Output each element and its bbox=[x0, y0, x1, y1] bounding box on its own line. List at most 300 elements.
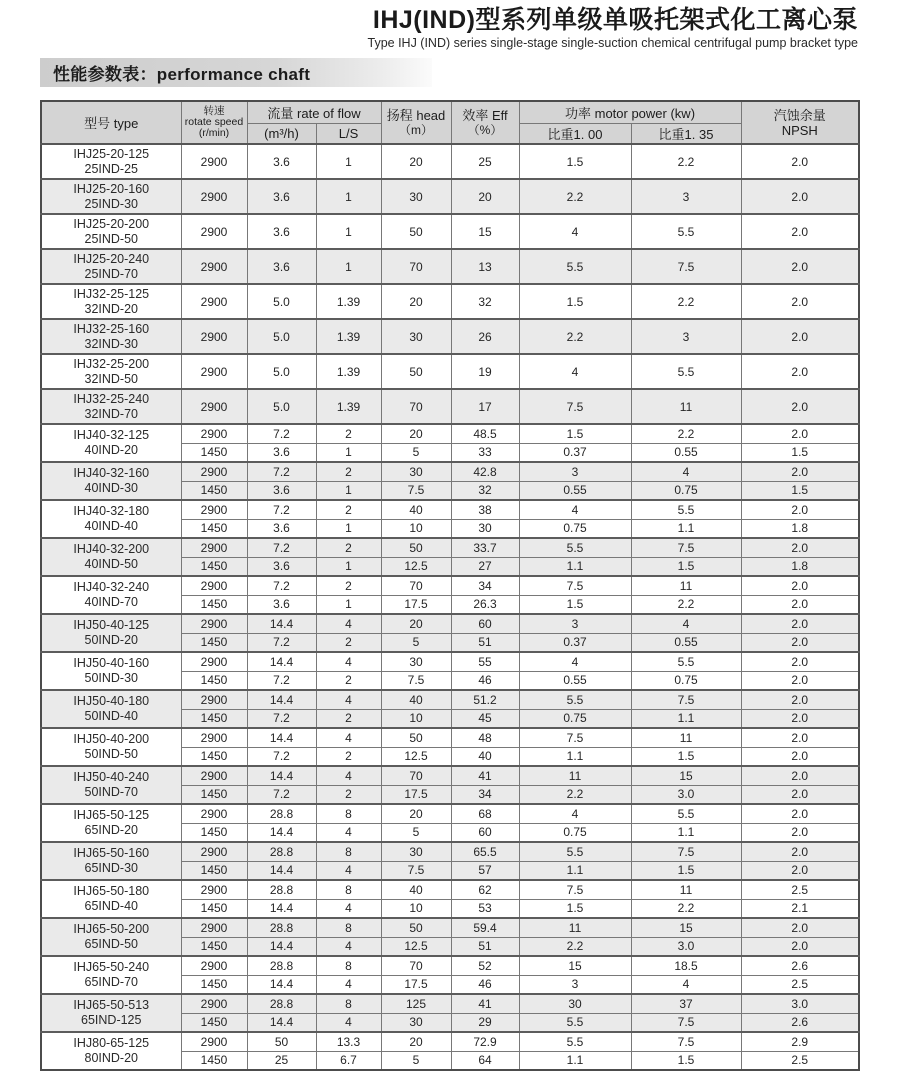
cell-model-type bbox=[41, 728, 181, 766]
cell-power-sg135: 0.55 bbox=[631, 443, 741, 462]
cell-npsh: 2.5 bbox=[741, 880, 859, 899]
cell-speed: 2900 bbox=[181, 284, 247, 319]
model-group bbox=[41, 538, 859, 576]
cell-npsh: 1.5 bbox=[741, 481, 859, 500]
cell-flow-m3h: 14.4 bbox=[247, 899, 316, 918]
cell-power-sg100: 0.37 bbox=[519, 443, 631, 462]
cell-model-type bbox=[41, 994, 181, 1032]
cell-flow-ls: 1.39 bbox=[316, 284, 381, 319]
cell-flow-m3h: 7.2 bbox=[247, 633, 316, 652]
model-code: 32IND-70 bbox=[84, 406, 138, 421]
model-code: 32IND-30 bbox=[84, 336, 138, 351]
cell-speed: 2900 bbox=[181, 424, 247, 443]
table-row bbox=[41, 462, 859, 481]
cell-flow-m3h: 14.4 bbox=[247, 614, 316, 633]
header-eff-label: 效率 Eff bbox=[462, 108, 508, 123]
cell-flow-m3h: 25 bbox=[247, 1051, 316, 1070]
model-code: 65IND-125 bbox=[81, 1013, 142, 1027]
header-speed-en: rotate speed bbox=[184, 116, 244, 128]
cell-flow-ls: 4 bbox=[316, 614, 381, 633]
model-code: IHJ32-25-200 bbox=[73, 356, 150, 371]
cell-speed: 2900 bbox=[181, 144, 247, 179]
cell-model-type bbox=[41, 1032, 181, 1070]
cell-power-sg100: 2.2 bbox=[519, 179, 631, 214]
cell-head: 50 bbox=[381, 728, 451, 747]
model-code: IHJ65-50-180 bbox=[73, 884, 150, 898]
cell-eff: 62 bbox=[451, 880, 519, 899]
cell-speed: 1450 bbox=[181, 937, 247, 956]
model-code: IHJ65-50-125 bbox=[73, 808, 150, 822]
model-group bbox=[41, 389, 859, 424]
cell-head: 30 bbox=[381, 319, 451, 354]
cell-flow-ls: 4 bbox=[316, 690, 381, 709]
cell-speed: 2900 bbox=[181, 462, 247, 481]
cell-power-sg100: 1.1 bbox=[519, 861, 631, 880]
cell-eff: 20 bbox=[451, 179, 519, 214]
cell-power-sg135: 11 bbox=[631, 728, 741, 747]
cell-speed: 1450 bbox=[181, 671, 247, 690]
model-code: 40IND-50 bbox=[84, 557, 138, 571]
cell-power-sg100: 4 bbox=[519, 354, 631, 389]
cell-speed: 1450 bbox=[181, 785, 247, 804]
cell-npsh: 2.1 bbox=[741, 899, 859, 918]
model-group bbox=[41, 214, 859, 249]
cell-power-sg100: 4 bbox=[519, 804, 631, 823]
cell-flow-ls: 4 bbox=[316, 728, 381, 747]
cell-flow-ls: 1 bbox=[316, 595, 381, 614]
cell-power-sg135: 3 bbox=[631, 179, 741, 214]
cell-npsh: 2.0 bbox=[741, 614, 859, 633]
table-row bbox=[41, 918, 859, 937]
model-group bbox=[41, 994, 859, 1032]
cell-flow-ls: 2 bbox=[316, 785, 381, 804]
cell-head: 70 bbox=[381, 389, 451, 424]
cell-flow-m3h: 28.8 bbox=[247, 842, 316, 861]
cell-head: 30 bbox=[381, 179, 451, 214]
cell-npsh: 2.0 bbox=[741, 728, 859, 747]
cell-flow-ls: 8 bbox=[316, 956, 381, 975]
cell-power-sg135: 1.5 bbox=[631, 747, 741, 766]
cell-head: 40 bbox=[381, 500, 451, 519]
cell-flow-ls: 1.39 bbox=[316, 319, 381, 354]
cell-flow-ls: 1 bbox=[316, 557, 381, 576]
model-code: 80IND-20 bbox=[84, 1051, 138, 1065]
cell-npsh: 2.0 bbox=[741, 918, 859, 937]
cell-power-sg100: 7.5 bbox=[519, 576, 631, 595]
cell-power-sg100: 15 bbox=[519, 956, 631, 975]
cell-npsh: 2.0 bbox=[741, 690, 859, 709]
cell-eff: 46 bbox=[451, 975, 519, 994]
cell-flow-m3h: 28.8 bbox=[247, 994, 316, 1013]
cell-flow-m3h: 7.2 bbox=[247, 785, 316, 804]
cell-power-sg135: 1.1 bbox=[631, 709, 741, 728]
cell-eff: 26.3 bbox=[451, 595, 519, 614]
cell-model-type bbox=[41, 766, 181, 804]
cell-head: 50 bbox=[381, 354, 451, 389]
table-row bbox=[41, 284, 859, 319]
cell-flow-m3h: 28.8 bbox=[247, 918, 316, 937]
cell-speed: 1450 bbox=[181, 975, 247, 994]
cell-head: 5 bbox=[381, 633, 451, 652]
cell-flow-m3h: 28.8 bbox=[247, 804, 316, 823]
header-power-sg135: 比重1. 35 bbox=[631, 123, 741, 144]
cell-flow-ls: 8 bbox=[316, 880, 381, 899]
cell-eff: 38 bbox=[451, 500, 519, 519]
model-code: 40IND-70 bbox=[84, 595, 138, 609]
cell-power-sg135: 2.2 bbox=[631, 144, 741, 179]
cell-flow-m3h: 3.6 bbox=[247, 144, 316, 179]
cell-npsh: 2.0 bbox=[741, 709, 859, 728]
model-code: IHJ25-20-240 bbox=[73, 251, 150, 266]
cell-npsh: 2.0 bbox=[741, 144, 859, 179]
cell-flow-ls: 1 bbox=[316, 519, 381, 538]
cell-flow-ls: 8 bbox=[316, 804, 381, 823]
model-code: IHJ40-32-160 bbox=[73, 466, 150, 480]
cell-head: 30 bbox=[381, 652, 451, 671]
model-code: 25IND-30 bbox=[84, 196, 138, 211]
cell-flow-m3h: 14.4 bbox=[247, 766, 316, 785]
cell-npsh: 2.6 bbox=[741, 956, 859, 975]
model-code: IHJ25-20-125 bbox=[73, 146, 150, 161]
cell-flow-ls: 1 bbox=[316, 214, 381, 249]
cell-flow-ls: 2 bbox=[316, 462, 381, 481]
cell-eff: 51 bbox=[451, 937, 519, 956]
cell-model-type bbox=[41, 462, 181, 500]
cell-power-sg135: 2.2 bbox=[631, 595, 741, 614]
cell-eff: 34 bbox=[451, 785, 519, 804]
header-head bbox=[381, 101, 451, 144]
cell-eff: 33.7 bbox=[451, 538, 519, 557]
cell-speed: 2900 bbox=[181, 389, 247, 424]
header-power-sg100: 比重1. 00 bbox=[519, 123, 631, 144]
model-group bbox=[41, 690, 859, 728]
cell-flow-ls: 4 bbox=[316, 766, 381, 785]
model-code: 40IND-20 bbox=[84, 443, 138, 457]
cell-head: 12.5 bbox=[381, 937, 451, 956]
cell-flow-m3h: 3.6 bbox=[247, 557, 316, 576]
model-group bbox=[41, 462, 859, 500]
header-motor-power: 功率 motor power (kw) bbox=[519, 101, 741, 123]
cell-head: 20 bbox=[381, 804, 451, 823]
cell-power-sg100: 1.5 bbox=[519, 144, 631, 179]
table-row bbox=[41, 652, 859, 671]
cell-power-sg100: 1.5 bbox=[519, 284, 631, 319]
model-code: IHJ25-20-160 bbox=[73, 181, 150, 196]
cell-head: 20 bbox=[381, 1032, 451, 1051]
cell-flow-ls: 2 bbox=[316, 538, 381, 557]
cell-speed: 2900 bbox=[181, 766, 247, 785]
model-code: IHJ32-25-160 bbox=[73, 321, 150, 336]
cell-eff: 60 bbox=[451, 823, 519, 842]
cell-npsh: 2.0 bbox=[741, 842, 859, 861]
cell-eff: 52 bbox=[451, 956, 519, 975]
cell-head: 70 bbox=[381, 249, 451, 284]
cell-flow-m3h: 28.8 bbox=[247, 880, 316, 899]
model-code: 65IND-30 bbox=[84, 861, 138, 875]
cell-power-sg100: 0.55 bbox=[519, 671, 631, 690]
cell-head: 7.5 bbox=[381, 861, 451, 880]
cell-model-type bbox=[41, 880, 181, 918]
table-row bbox=[41, 842, 859, 861]
cell-eff: 51.2 bbox=[451, 690, 519, 709]
cell-eff: 33 bbox=[451, 443, 519, 462]
cell-flow-m3h: 3.6 bbox=[247, 443, 316, 462]
cell-flow-ls: 4 bbox=[316, 975, 381, 994]
cell-head: 70 bbox=[381, 766, 451, 785]
model-group bbox=[41, 354, 859, 389]
table-row bbox=[41, 614, 859, 633]
cell-head: 50 bbox=[381, 214, 451, 249]
cell-head: 5 bbox=[381, 823, 451, 842]
cell-eff: 68 bbox=[451, 804, 519, 823]
model-group bbox=[41, 918, 859, 956]
cell-eff: 64 bbox=[451, 1051, 519, 1070]
cell-model-type bbox=[41, 576, 181, 614]
cell-power-sg135: 7.5 bbox=[631, 1013, 741, 1032]
cell-power-sg135: 11 bbox=[631, 880, 741, 899]
cell-flow-ls: 4 bbox=[316, 652, 381, 671]
cell-npsh: 2.5 bbox=[741, 975, 859, 994]
cell-head: 7.5 bbox=[381, 481, 451, 500]
cell-speed: 2900 bbox=[181, 249, 247, 284]
cell-power-sg100: 5.5 bbox=[519, 1032, 631, 1051]
cell-power-sg100: 7.5 bbox=[519, 389, 631, 424]
model-group bbox=[41, 144, 859, 179]
cell-power-sg100: 3 bbox=[519, 614, 631, 633]
model-group bbox=[41, 179, 859, 214]
cell-eff: 32 bbox=[451, 481, 519, 500]
model-code: 25IND-70 bbox=[84, 266, 138, 281]
title-block bbox=[40, 6, 858, 51]
cell-power-sg100: 1.5 bbox=[519, 899, 631, 918]
model-code: 65IND-40 bbox=[84, 899, 138, 913]
cell-head: 17.5 bbox=[381, 785, 451, 804]
cell-power-sg135: 7.5 bbox=[631, 690, 741, 709]
cell-flow-ls: 2 bbox=[316, 576, 381, 595]
table-row bbox=[41, 249, 859, 284]
cell-flow-m3h: 5.0 bbox=[247, 319, 316, 354]
cell-model-type bbox=[41, 144, 181, 179]
cell-flow-m3h: 7.2 bbox=[247, 576, 316, 595]
cell-speed: 2900 bbox=[181, 538, 247, 557]
model-code: 50IND-30 bbox=[84, 671, 138, 685]
model-code: 50IND-20 bbox=[84, 633, 138, 647]
cell-flow-m3h: 7.2 bbox=[247, 671, 316, 690]
cell-power-sg100: 0.75 bbox=[519, 709, 631, 728]
cell-model-type bbox=[41, 652, 181, 690]
cell-flow-m3h: 7.2 bbox=[247, 747, 316, 766]
cell-flow-m3h: 3.6 bbox=[247, 481, 316, 500]
cell-speed: 2900 bbox=[181, 728, 247, 747]
cell-power-sg100: 1.5 bbox=[519, 424, 631, 443]
cell-power-sg135: 11 bbox=[631, 389, 741, 424]
cell-flow-ls: 8 bbox=[316, 994, 381, 1013]
cell-npsh: 1.8 bbox=[741, 557, 859, 576]
cell-flow-ls: 4 bbox=[316, 1013, 381, 1032]
cell-flow-ls: 4 bbox=[316, 861, 381, 880]
model-code: IHJ50-40-160 bbox=[73, 656, 150, 670]
cell-power-sg100: 1.5 bbox=[519, 595, 631, 614]
cell-head: 10 bbox=[381, 899, 451, 918]
model-group bbox=[41, 284, 859, 319]
cell-npsh: 2.0 bbox=[741, 595, 859, 614]
cell-power-sg135: 1.5 bbox=[631, 1051, 741, 1070]
cell-flow-m3h: 7.2 bbox=[247, 424, 316, 443]
cell-flow-m3h: 14.4 bbox=[247, 1013, 316, 1032]
header-npsh-zh: 汽蚀余量 bbox=[773, 107, 826, 123]
table-row bbox=[41, 354, 859, 389]
model-code: IHJ40-32-180 bbox=[73, 504, 150, 518]
cell-speed: 2900 bbox=[181, 576, 247, 595]
cell-flow-m3h: 14.4 bbox=[247, 652, 316, 671]
cell-flow-ls: 13.3 bbox=[316, 1032, 381, 1051]
cell-npsh: 2.0 bbox=[741, 823, 859, 842]
model-code: IHJ65-50-513 bbox=[73, 998, 150, 1012]
cell-eff: 34 bbox=[451, 576, 519, 595]
cell-head: 70 bbox=[381, 576, 451, 595]
cell-power-sg135: 5.5 bbox=[631, 214, 741, 249]
cell-power-sg100: 0.75 bbox=[519, 519, 631, 538]
header-eff-unit: （%） bbox=[467, 123, 503, 137]
cell-head: 17.5 bbox=[381, 975, 451, 994]
cell-eff: 27 bbox=[451, 557, 519, 576]
cell-power-sg135: 1.1 bbox=[631, 823, 741, 842]
cell-npsh: 2.0 bbox=[741, 424, 859, 443]
cell-flow-ls: 2 bbox=[316, 500, 381, 519]
cell-head: 50 bbox=[381, 538, 451, 557]
header-rate-of-flow: 流量 rate of flow bbox=[247, 101, 381, 123]
model-code: IHJ32-25-240 bbox=[73, 391, 150, 406]
cell-head: 50 bbox=[381, 918, 451, 937]
table-row bbox=[41, 766, 859, 785]
cell-power-sg100: 11 bbox=[519, 918, 631, 937]
cell-flow-m3h: 50 bbox=[247, 1032, 316, 1051]
model-code: 50IND-40 bbox=[84, 709, 138, 723]
cell-power-sg100: 2.2 bbox=[519, 937, 631, 956]
cell-flow-m3h: 3.6 bbox=[247, 214, 316, 249]
model-group bbox=[41, 319, 859, 354]
model-code: IHJ25-20-200 bbox=[73, 216, 150, 231]
table-row bbox=[41, 804, 859, 823]
cell-head: 40 bbox=[381, 880, 451, 899]
cell-speed: 2900 bbox=[181, 500, 247, 519]
cell-flow-m3h: 14.4 bbox=[247, 937, 316, 956]
cell-npsh: 2.0 bbox=[741, 319, 859, 354]
cell-npsh: 2.0 bbox=[741, 389, 859, 424]
model-group bbox=[41, 1032, 859, 1070]
cell-power-sg135: 4 bbox=[631, 614, 741, 633]
cell-flow-m3h: 7.2 bbox=[247, 462, 316, 481]
model-code: 25IND-50 bbox=[84, 231, 138, 246]
cell-head: 20 bbox=[381, 144, 451, 179]
cell-head: 30 bbox=[381, 1013, 451, 1032]
cell-flow-ls: 1 bbox=[316, 249, 381, 284]
cell-power-sg135: 7.5 bbox=[631, 842, 741, 861]
cell-npsh: 2.0 bbox=[741, 785, 859, 804]
cell-power-sg100: 4 bbox=[519, 214, 631, 249]
model-code: 65IND-70 bbox=[84, 975, 138, 989]
model-group bbox=[41, 766, 859, 804]
cell-power-sg100: 0.37 bbox=[519, 633, 631, 652]
cell-speed: 2900 bbox=[181, 214, 247, 249]
cell-speed: 2900 bbox=[181, 179, 247, 214]
cell-head: 12.5 bbox=[381, 747, 451, 766]
cell-model-type bbox=[41, 179, 181, 214]
table-row bbox=[41, 319, 859, 354]
cell-npsh: 2.0 bbox=[741, 179, 859, 214]
cell-speed: 2900 bbox=[181, 918, 247, 937]
cell-power-sg135: 5.5 bbox=[631, 354, 741, 389]
cell-power-sg100: 5.5 bbox=[519, 842, 631, 861]
cell-power-sg135: 3 bbox=[631, 319, 741, 354]
cell-npsh: 2.0 bbox=[741, 462, 859, 481]
cell-power-sg100: 7.5 bbox=[519, 880, 631, 899]
cell-eff: 41 bbox=[451, 994, 519, 1013]
model-code: IHJ50-40-180 bbox=[73, 694, 150, 708]
model-group bbox=[41, 500, 859, 538]
table-row bbox=[41, 690, 859, 709]
cell-speed: 1450 bbox=[181, 1013, 247, 1032]
model-group bbox=[41, 424, 859, 462]
cell-npsh: 2.0 bbox=[741, 671, 859, 690]
table-row bbox=[41, 576, 859, 595]
header-rotate-speed bbox=[181, 101, 247, 144]
cell-speed: 1450 bbox=[181, 1051, 247, 1070]
cell-flow-m3h: 3.6 bbox=[247, 179, 316, 214]
cell-eff: 29 bbox=[451, 1013, 519, 1032]
cell-speed: 2900 bbox=[181, 614, 247, 633]
section-title: 性能参数表：performance chaft bbox=[53, 65, 311, 84]
cell-npsh: 3.0 bbox=[741, 994, 859, 1013]
model-code: 32IND-50 bbox=[84, 371, 138, 386]
cell-head: 20 bbox=[381, 424, 451, 443]
cell-speed: 2900 bbox=[181, 690, 247, 709]
cell-flow-ls: 1.39 bbox=[316, 354, 381, 389]
cell-flow-m3h: 14.4 bbox=[247, 861, 316, 880]
cell-head: 17.5 bbox=[381, 595, 451, 614]
model-code: 50IND-70 bbox=[84, 785, 138, 799]
cell-power-sg135: 5.5 bbox=[631, 652, 741, 671]
cell-head: 20 bbox=[381, 284, 451, 319]
table-row bbox=[41, 994, 859, 1013]
cell-flow-ls: 2 bbox=[316, 747, 381, 766]
model-group bbox=[41, 842, 859, 880]
cell-npsh: 2.0 bbox=[741, 652, 859, 671]
cell-eff: 17 bbox=[451, 389, 519, 424]
cell-speed: 1450 bbox=[181, 633, 247, 652]
cell-npsh: 2.0 bbox=[741, 576, 859, 595]
cell-speed: 2900 bbox=[181, 319, 247, 354]
cell-flow-ls: 6.7 bbox=[316, 1051, 381, 1070]
cell-model-type bbox=[41, 424, 181, 462]
cell-eff: 55 bbox=[451, 652, 519, 671]
cell-model-type bbox=[41, 214, 181, 249]
cell-power-sg135: 2.2 bbox=[631, 424, 741, 443]
cell-flow-ls: 2 bbox=[316, 671, 381, 690]
cell-power-sg135: 0.75 bbox=[631, 481, 741, 500]
cell-power-sg135: 1.5 bbox=[631, 557, 741, 576]
page-subtitle: Type IHJ (IND) series single-stage single-suction chemical centrifugal pump bracket type bbox=[367, 36, 858, 50]
cell-power-sg135: 2.2 bbox=[631, 899, 741, 918]
cell-flow-ls: 2 bbox=[316, 709, 381, 728]
cell-npsh: 1.5 bbox=[741, 443, 859, 462]
cell-power-sg135: 1.1 bbox=[631, 519, 741, 538]
page-title: IHJ(IND)型系列单级单吸托架式化工离心泵 bbox=[372, 6, 858, 34]
cell-power-sg135: 11 bbox=[631, 576, 741, 595]
cell-speed: 1450 bbox=[181, 557, 247, 576]
cell-model-type bbox=[41, 538, 181, 576]
cell-npsh: 2.0 bbox=[741, 214, 859, 249]
